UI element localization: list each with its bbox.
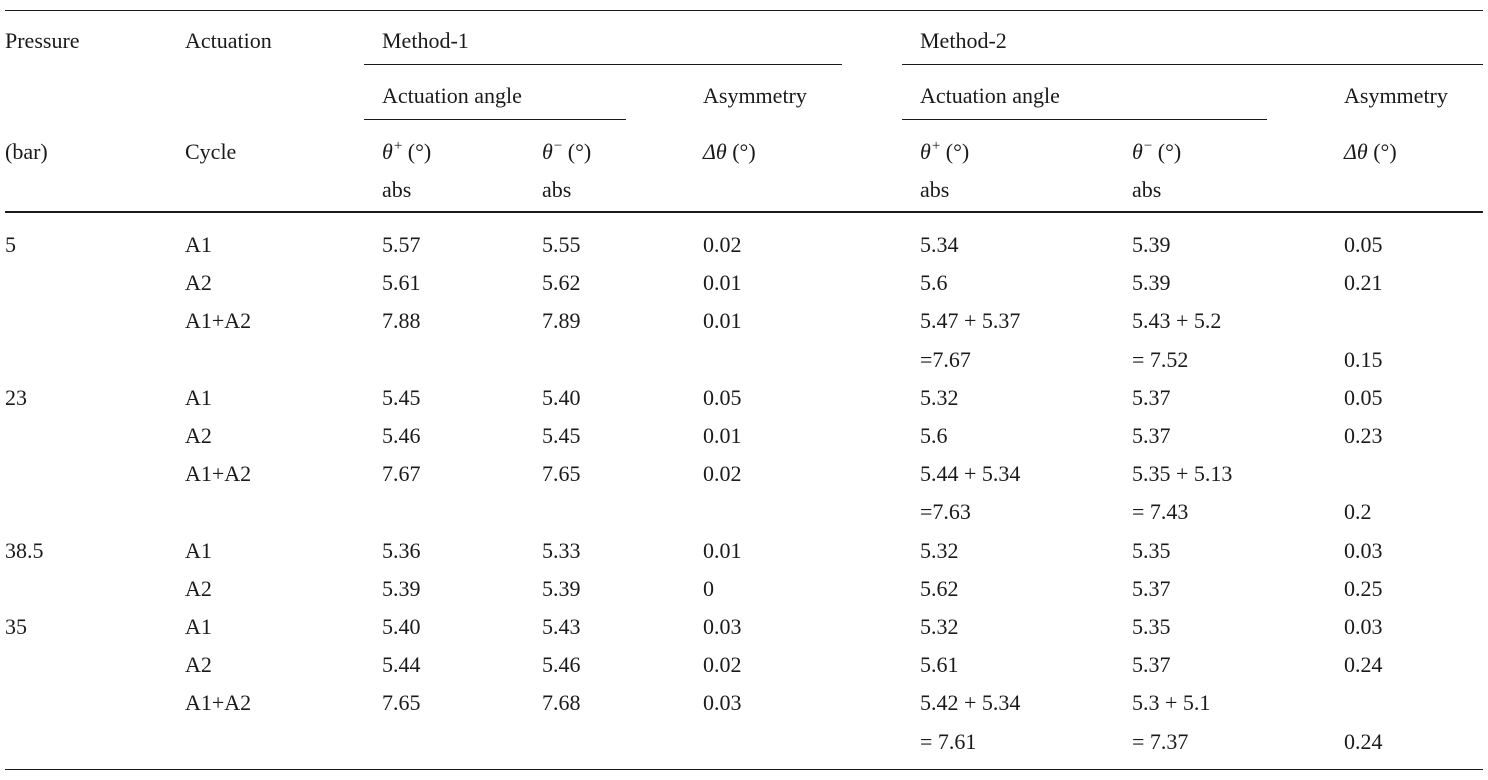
cycle-cell: A1: [185, 538, 212, 563]
method2-asymmetry-cell: 0.23: [1344, 423, 1383, 448]
header-m2-actuation-angle: Actuation angle: [920, 83, 1060, 108]
header-m2-plus-abs: abs: [920, 177, 950, 202]
minus-superscript: −: [1143, 138, 1153, 154]
method2-theta-plus-cell: 5.32: [920, 614, 959, 639]
method2-asymmetry-cell: 0.03: [1344, 538, 1383, 563]
header-m1-delta-theta: [703, 139, 756, 165]
cycle-cell: A1+A2: [185, 308, 252, 333]
method2-theta-plus-cell: 5.6: [920, 423, 948, 448]
header-method2: Method-2: [920, 28, 1007, 53]
method1-asymmetry-cell: 0.02: [703, 652, 742, 677]
method1-asymmetry-cell: 0.02: [703, 232, 742, 257]
delta-theta-symbol: Δθ: [1344, 139, 1368, 164]
header-pressure-unit: (bar): [5, 139, 48, 164]
method1-theta-plus-cell: 5.39: [382, 576, 421, 601]
method2-asymmetry-cell: 0.05: [1344, 232, 1383, 257]
method2-theta-plus-cell: 5.34: [920, 232, 959, 257]
cycle-cell: A1+A2: [185, 690, 252, 715]
cycle-cell: A1+A2: [185, 461, 252, 486]
method2-theta-minus-cell: 5.37: [1132, 423, 1171, 448]
degree-unit: (°): [726, 139, 756, 164]
method2-theta-minus-cell: 5.37: [1132, 576, 1171, 601]
pressure-cell: 23: [5, 385, 27, 410]
method1-theta-plus-cell: 7.67: [382, 461, 421, 486]
method2-theta-minus-cell: 5.35: [1132, 614, 1171, 639]
method1-rule: [364, 64, 842, 65]
header-m1-theta-minus: [542, 139, 591, 168]
cycle-cell: A2: [185, 423, 212, 448]
header-pressure: Pressure: [5, 28, 80, 53]
delta-theta-symbol: Δθ: [703, 139, 727, 164]
method1-theta-plus-cell: 5.36: [382, 538, 421, 563]
method1-asymmetry-cell: 0.03: [703, 614, 742, 639]
header-cycle: Cycle: [185, 139, 237, 164]
method2-rule: [902, 64, 1483, 65]
degree-unit: (°): [940, 139, 970, 164]
method1-asymmetry-cell: 0.01: [703, 308, 742, 333]
method1-theta-minus-cell: 7.65: [542, 461, 581, 486]
header-m1-actuation-angle: Actuation angle: [382, 83, 522, 108]
top-rule: [5, 10, 1483, 11]
method1-theta-minus-cell: 5.62: [542, 270, 581, 295]
method2-theta-plus-cell: 5.62: [920, 576, 959, 601]
method2-theta-plus-cell: 5.32: [920, 385, 959, 410]
method2-theta-minus-cell: = 7.43: [1132, 499, 1189, 524]
header-m1-minus-abs: abs: [542, 177, 572, 202]
method2-asymmetry-cell: 0.24: [1344, 729, 1383, 754]
method2-asymmetry-cell: 0.21: [1344, 270, 1383, 295]
cycle-cell: A2: [185, 652, 212, 677]
method1-theta-minus-cell: 5.40: [542, 385, 581, 410]
header-m1-plus-abs: abs: [382, 177, 412, 202]
header-actuation: Actuation: [185, 28, 272, 53]
method1-theta-plus-cell: 5.45: [382, 385, 421, 410]
method1-theta-minus-cell: 5.43: [542, 614, 581, 639]
header-method1: Method-1: [382, 28, 469, 53]
method1-theta-minus-cell: 5.39: [542, 576, 581, 601]
theta-symbol: θ: [382, 139, 393, 164]
cycle-cell: A1: [185, 385, 212, 410]
method2-asymmetry-cell: 0.2: [1344, 499, 1372, 524]
header-m2-asymmetry: Asymmetry: [1344, 83, 1448, 108]
header-m2-delta-theta: [1344, 139, 1397, 165]
method1-theta-plus-cell: 5.44: [382, 652, 421, 677]
method1-theta-minus-cell: 5.45: [542, 423, 581, 448]
method1-asymmetry-cell: 0.01: [703, 423, 742, 448]
method1-asymmetry-cell: 0.01: [703, 270, 742, 295]
method2-theta-minus-cell: 5.37: [1132, 652, 1171, 677]
method1-theta-minus-cell: 5.46: [542, 652, 581, 677]
plus-superscript: +: [393, 138, 403, 154]
method2-theta-minus-cell: 5.43 + 5.2: [1132, 308, 1222, 333]
theta-symbol: θ: [1132, 139, 1143, 164]
cycle-cell: A2: [185, 270, 212, 295]
header-bottom-rule: [5, 211, 1483, 213]
cycle-cell: A1: [185, 232, 212, 257]
method2-theta-minus-cell: = 7.52: [1132, 347, 1189, 372]
degree-unit: (°): [1367, 139, 1397, 164]
method2-theta-plus-cell: 5.42 + 5.34: [920, 690, 1021, 715]
method1-theta-minus-cell: 5.55: [542, 232, 581, 257]
pressure-cell: 35: [5, 614, 27, 639]
method1-angle-rule: [364, 119, 626, 120]
header-m1-theta-plus: [382, 139, 431, 168]
method2-theta-minus-cell: 5.39: [1132, 270, 1171, 295]
method2-theta-plus-cell: 5.47 + 5.37: [920, 308, 1021, 333]
method2-theta-minus-cell: = 7.37: [1132, 729, 1189, 754]
method2-theta-plus-cell: = 7.61: [920, 729, 977, 754]
plus-superscript: +: [931, 138, 941, 154]
method2-theta-minus-cell: 5.35: [1132, 538, 1171, 563]
method1-theta-minus-cell: 7.89: [542, 308, 581, 333]
pressure-cell: 5: [5, 232, 16, 257]
method2-theta-plus-cell: =7.67: [920, 347, 971, 372]
degree-unit: (°): [562, 139, 592, 164]
method2-asymmetry-cell: 0.25: [1344, 576, 1383, 601]
method1-theta-plus-cell: 7.65: [382, 690, 421, 715]
method1-theta-minus-cell: 7.68: [542, 690, 581, 715]
method1-asymmetry-cell: 0.01: [703, 538, 742, 563]
method1-asymmetry-cell: 0.05: [703, 385, 742, 410]
method2-theta-minus-cell: 5.37: [1132, 385, 1171, 410]
minus-superscript: −: [553, 138, 563, 154]
method2-asymmetry-cell: 0.24: [1344, 652, 1383, 677]
degree-unit: (°): [1152, 139, 1182, 164]
header-m2-minus-abs: abs: [1132, 177, 1162, 202]
method2-theta-plus-cell: =7.63: [920, 499, 971, 524]
header-m2-theta-minus: [1132, 139, 1181, 168]
theta-symbol: θ: [920, 139, 931, 164]
method1-asymmetry-cell: 0: [703, 576, 714, 601]
header-m2-theta-plus: [920, 139, 969, 168]
method1-theta-plus-cell: 5.46: [382, 423, 421, 448]
theta-symbol: θ: [542, 139, 553, 164]
method1-asymmetry-cell: 0.02: [703, 461, 742, 486]
cycle-cell: A2: [185, 576, 212, 601]
degree-unit: (°): [402, 139, 432, 164]
bottom-rule: [5, 769, 1483, 770]
method1-theta-minus-cell: 5.33: [542, 538, 581, 563]
method2-asymmetry-cell: 0.05: [1344, 385, 1383, 410]
pressure-cell: 38.5: [5, 538, 44, 563]
method2-theta-plus-cell: 5.61: [920, 652, 959, 677]
method2-theta-minus-cell: 5.39: [1132, 232, 1171, 257]
method2-theta-minus-cell: 5.35 + 5.13: [1132, 461, 1233, 486]
method1-theta-plus-cell: 5.57: [382, 232, 421, 257]
method2-theta-plus-cell: 5.32: [920, 538, 959, 563]
method1-theta-plus-cell: 5.61: [382, 270, 421, 295]
method1-theta-plus-cell: 7.88: [382, 308, 421, 333]
method1-theta-plus-cell: 5.40: [382, 614, 421, 639]
header-m1-asymmetry: Asymmetry: [703, 83, 807, 108]
method2-angle-rule: [902, 119, 1267, 120]
method2-theta-plus-cell: 5.44 + 5.34: [920, 461, 1021, 486]
method2-asymmetry-cell: 0.15: [1344, 347, 1383, 372]
cycle-cell: A1: [185, 614, 212, 639]
method2-theta-plus-cell: 5.6: [920, 270, 948, 295]
method1-asymmetry-cell: 0.03: [703, 690, 742, 715]
method2-theta-minus-cell: 5.3 + 5.1: [1132, 690, 1211, 715]
method2-asymmetry-cell: 0.03: [1344, 614, 1383, 639]
